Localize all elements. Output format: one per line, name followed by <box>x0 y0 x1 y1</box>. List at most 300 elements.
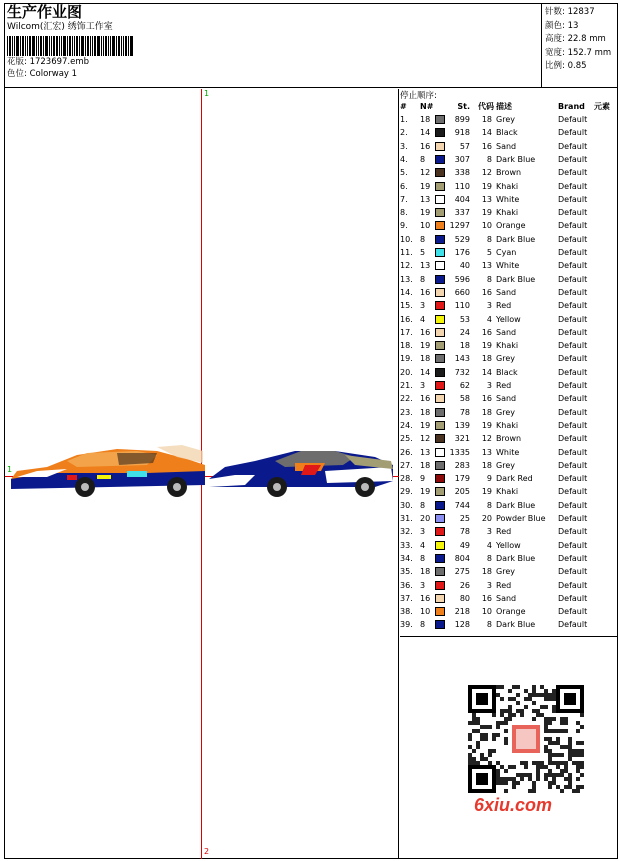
stitches-label: 针数: <box>545 7 565 17</box>
row-brand: Default <box>558 527 588 537</box>
row-code: 14 <box>481 128 492 138</box>
barcode-bar <box>29 36 31 56</box>
stop-sequence-row <box>400 206 617 219</box>
row-stitches: 529 <box>454 234 470 244</box>
row-brand: Default <box>558 567 588 577</box>
color-swatch <box>435 248 445 257</box>
stop-sequence-row <box>400 326 617 339</box>
stats-panel <box>541 4 617 88</box>
row-no: 35. <box>400 567 413 577</box>
row-brand: Default <box>558 287 588 297</box>
row-needle: 8 <box>420 154 426 164</box>
row-code: 18 <box>481 567 492 577</box>
row-color-name: Brown <box>496 168 522 178</box>
company-name: Wilcom(汇宏) 绣饰工作室 <box>7 22 113 32</box>
row-no: 38. <box>400 607 413 617</box>
row-stitches: 179 <box>454 474 470 484</box>
row-code: 18 <box>481 407 492 417</box>
color-swatch <box>435 448 445 457</box>
row-color-name: Dark Blue <box>496 620 536 630</box>
stop-sequence-row <box>400 525 617 538</box>
stop-sequence-row <box>400 366 617 379</box>
color-swatch <box>435 115 445 124</box>
row-color-name: Black <box>496 128 518 138</box>
row-no: 20. <box>400 367 413 377</box>
row-stitches: 110 <box>454 181 470 191</box>
row-no: 33. <box>400 540 413 550</box>
row-color-name: Yellow <box>496 540 521 550</box>
row-needle: 4 <box>420 314 426 324</box>
stop-sequence-row <box>400 113 617 126</box>
row-color-name: Grey <box>496 115 515 124</box>
row-stitches: 804 <box>454 553 470 563</box>
barcode-bar <box>97 36 100 56</box>
guide-marker-left: 1 <box>7 465 13 474</box>
row-brand: Default <box>558 128 588 138</box>
row-stitches: 1297 <box>449 221 470 231</box>
barcode-bar <box>61 36 62 56</box>
row-no: 39. <box>400 620 413 630</box>
color-swatch <box>435 275 445 284</box>
row-brand: Default <box>558 248 588 257</box>
row-code: 12 <box>481 434 492 444</box>
row-color-name: Black <box>496 367 518 377</box>
row-needle: 18 <box>420 567 431 577</box>
color-swatch <box>435 315 445 324</box>
row-code: 16 <box>481 287 492 297</box>
row-brand: Default <box>558 500 588 510</box>
row-code: 16 <box>481 394 492 404</box>
height-row <box>545 33 617 47</box>
barcode-bar <box>14 36 15 56</box>
row-brand: Default <box>558 407 588 417</box>
row-brand: Default <box>558 168 588 178</box>
width-label: 宽度: <box>545 47 565 58</box>
row-stitches: 338 <box>454 168 470 178</box>
barcode-bar <box>101 36 102 56</box>
barcode-bar <box>20 36 21 56</box>
row-brand: Default <box>558 607 588 617</box>
color-swatch <box>435 461 445 470</box>
row-code: 8 <box>486 620 492 630</box>
row-needle: 8 <box>420 620 426 630</box>
row-color-name: Sand <box>496 327 517 337</box>
row-needle: 5 <box>420 248 426 257</box>
row-no: 14. <box>400 287 413 297</box>
width-value: 152.7 mm <box>567 47 612 58</box>
color-swatch <box>435 288 445 297</box>
row-brand: Default <box>558 420 588 430</box>
barcode-bar <box>128 36 129 56</box>
color-swatch <box>435 381 445 390</box>
barcode-bar <box>63 36 66 56</box>
row-code: 16 <box>481 327 492 337</box>
barcode-bar <box>43 36 44 56</box>
row-no: 5. <box>400 168 408 178</box>
row-stitches: 1335 <box>449 447 470 457</box>
barcode-bar <box>105 36 107 56</box>
barcode-bar <box>53 36 55 56</box>
row-color-name: Brown <box>496 434 522 444</box>
row-code: 18 <box>481 460 492 470</box>
row-needle: 10 <box>420 607 431 617</box>
color-swatch <box>435 474 445 483</box>
site-logo: 6xiu.com <box>474 795 553 815</box>
row-needle: 16 <box>420 287 431 297</box>
barcode-bar <box>94 36 96 56</box>
row-no: 10. <box>400 234 413 244</box>
row-brand: Default <box>558 593 588 603</box>
barcode-bar <box>49 36 50 56</box>
row-stitches: 337 <box>454 208 470 218</box>
stop-sequence-row <box>400 299 617 312</box>
row-color-name: Dark Blue <box>496 234 536 244</box>
barcode-bar <box>45 36 48 56</box>
stitches-row <box>545 6 617 20</box>
row-stitches: 143 <box>454 354 470 364</box>
barcode-bar <box>27 36 28 56</box>
color-swatch <box>435 195 445 204</box>
row-no: 21. <box>400 381 413 390</box>
row-stitches: 110 <box>454 301 470 311</box>
row-stitches: 25 <box>459 514 470 523</box>
row-brand: Default <box>558 274 588 284</box>
row-no: 25. <box>400 434 413 444</box>
row-brand: Default <box>558 115 588 124</box>
row-color-name: White <box>496 261 520 271</box>
row-no: 28. <box>400 474 413 484</box>
stop-sequence-row <box>400 392 617 405</box>
row-brand: Default <box>558 487 588 497</box>
row-color-name: Red <box>496 527 512 537</box>
row-brand: Default <box>558 194 588 204</box>
row-needle: 13 <box>420 261 431 271</box>
barcode-bar <box>125 36 127 56</box>
stop-sequence-header-row <box>400 100 617 113</box>
row-needle: 3 <box>420 580 426 590</box>
barcode-bar <box>22 36 24 56</box>
row-color-name: Red <box>496 580 512 590</box>
row-no: 37. <box>400 593 413 603</box>
row-needle: 20 <box>420 514 431 523</box>
header-info <box>7 4 540 88</box>
row-needle: 19 <box>420 420 431 430</box>
row-stitches: 58 <box>459 394 470 404</box>
barcode-bar <box>103 36 104 56</box>
row-no: 2. <box>400 128 408 138</box>
row-brand: Default <box>558 620 588 630</box>
design-file-row <box>7 56 540 68</box>
row-code: 9 <box>486 474 492 484</box>
stop-sequence-row <box>400 419 617 432</box>
color-swatch <box>435 368 445 377</box>
row-code: 19 <box>481 487 492 497</box>
row-no: 1. <box>400 115 408 124</box>
row-color-name: White <box>496 194 520 204</box>
row-stitches: 78 <box>459 407 470 417</box>
page-title: 生产作业图 <box>7 3 83 21</box>
row-brand: Default <box>558 154 588 164</box>
row-color-name: Sand <box>496 394 517 404</box>
row-needle: 16 <box>420 394 431 404</box>
barcode-bar <box>121 36 122 56</box>
color-swatch <box>435 434 445 443</box>
stop-sequence-row <box>400 485 617 498</box>
stop-sequence-row <box>400 565 617 578</box>
row-needle: 12 <box>420 434 431 444</box>
color-swatch <box>435 261 445 270</box>
row-brand: Default <box>558 553 588 563</box>
color-swatch <box>435 421 445 430</box>
barcode-bar <box>110 36 111 56</box>
row-needle: 13 <box>420 194 431 204</box>
row-no: 19. <box>400 354 413 364</box>
stop-sequence-row <box>400 579 617 592</box>
row-color-name: Red <box>496 381 512 390</box>
row-needle: 3 <box>420 381 426 390</box>
row-code: 10 <box>481 607 492 617</box>
row-needle: 18 <box>420 115 431 124</box>
row-stitches: 40 <box>459 261 470 271</box>
row-code: 19 <box>481 181 492 191</box>
row-code: 8 <box>486 553 492 563</box>
row-brand: Default <box>558 460 588 470</box>
row-needle: 13 <box>420 447 431 457</box>
row-code: 20 <box>481 514 492 523</box>
row-no: 34. <box>400 553 413 563</box>
row-color-name: Dark Blue <box>496 274 536 284</box>
row-color-name: Khaki <box>496 208 519 218</box>
row-needle: 19 <box>420 208 431 218</box>
row-code: 18 <box>481 354 492 364</box>
row-needle: 16 <box>420 327 431 337</box>
production-sheet <box>4 3 618 859</box>
color-swatch <box>435 354 445 363</box>
color-swatch <box>435 235 445 244</box>
row-brand: Default <box>558 221 588 231</box>
row-no: 24. <box>400 420 413 430</box>
row-no: 15. <box>400 301 413 311</box>
colorway-value: Colorway 1 <box>29 69 78 79</box>
width-row <box>545 47 617 61</box>
row-code: 16 <box>481 593 492 603</box>
row-no: 31. <box>400 514 413 523</box>
row-code: 3 <box>486 301 492 311</box>
row-needle: 3 <box>420 301 426 311</box>
row-stitches: 26 <box>459 580 470 590</box>
barcode-bar <box>81 36 84 56</box>
row-no: 17. <box>400 327 413 337</box>
stop-sequence-row <box>400 153 617 166</box>
stop-sequence-row <box>400 446 617 459</box>
barcode-bar <box>74 36 75 56</box>
row-brand: Default <box>558 580 588 590</box>
row-code: 18 <box>481 115 492 124</box>
row-code: 8 <box>486 154 492 164</box>
row-no: 13. <box>400 274 413 284</box>
color-swatch <box>435 155 445 164</box>
colors-label: 颜色: <box>545 20 565 31</box>
row-brand: Default <box>558 514 588 523</box>
row-needle: 9 <box>420 474 426 484</box>
row-stitches: 218 <box>454 607 470 617</box>
row-color-name: Grey <box>496 407 515 417</box>
barcode-bar <box>116 36 117 56</box>
row-brand: Default <box>558 314 588 324</box>
stop-sequence-row <box>400 166 617 179</box>
design-file-label: 花版: <box>7 57 27 67</box>
barcode-bar <box>112 36 115 56</box>
barcode-bar <box>76 36 78 56</box>
barcode-bar <box>118 36 120 56</box>
col-header-desc: 描述 <box>496 102 512 111</box>
col-header-brand: Brand <box>558 102 585 111</box>
row-color-name: Dark Red <box>496 474 533 484</box>
blue-race-car-image <box>205 441 395 501</box>
stop-sequence-title: 停止顺序: <box>400 91 437 101</box>
color-swatch <box>435 168 445 177</box>
row-no: 32. <box>400 527 413 537</box>
row-stitches: 49 <box>459 540 470 550</box>
barcode-bar <box>56 36 58 56</box>
row-color-name: Sand <box>496 287 517 297</box>
row-color-name: Orange <box>496 221 526 231</box>
barcode <box>7 36 540 56</box>
row-stitches: 78 <box>459 527 470 537</box>
barcode-bar <box>16 36 19 56</box>
row-needle: 14 <box>420 128 431 138</box>
color-swatch <box>435 301 445 310</box>
row-no: 29. <box>400 487 413 497</box>
barcode-bar <box>90 36 91 56</box>
row-needle: 18 <box>420 460 431 470</box>
stop-sequence-row <box>400 379 617 392</box>
row-no: 36. <box>400 580 413 590</box>
row-stitches: 18 <box>459 341 470 351</box>
colorway-row <box>7 68 540 80</box>
row-brand: Default <box>558 234 588 244</box>
row-code: 13 <box>481 194 492 204</box>
row-code: 5 <box>486 248 492 257</box>
row-color-name: Khaki <box>496 341 519 351</box>
row-color-name: White <box>496 447 520 457</box>
row-color-name: Dark Blue <box>496 500 536 510</box>
qr-code-image <box>468 685 584 793</box>
row-stitches: 321 <box>454 434 470 444</box>
row-stitches: 404 <box>454 194 470 204</box>
row-needle: 4 <box>420 540 426 550</box>
row-no: 8. <box>400 208 408 218</box>
row-needle: 18 <box>420 407 431 417</box>
stop-sequence-row <box>400 618 617 631</box>
color-swatch <box>435 128 445 137</box>
scale-row <box>545 60 617 74</box>
row-code: 10 <box>481 221 492 231</box>
row-color-name: Cyan <box>496 248 517 257</box>
color-swatch <box>435 408 445 417</box>
barcode-bar <box>79 36 80 56</box>
color-swatch <box>435 341 445 350</box>
row-stitches: 139 <box>454 420 470 430</box>
stop-sequence-row <box>400 339 617 352</box>
row-stitches: 80 <box>459 593 470 603</box>
row-color-name: Powder Blue <box>496 514 546 523</box>
row-brand: Default <box>558 447 588 457</box>
color-swatch <box>435 501 445 510</box>
row-stitches: 205 <box>454 487 470 497</box>
col-header-needle: N# <box>420 102 434 111</box>
barcode-bar <box>25 36 26 56</box>
height-value: 22.8 mm <box>567 34 606 44</box>
row-stitches: 596 <box>454 274 470 284</box>
row-brand: Default <box>558 327 588 337</box>
color-swatch <box>435 514 445 523</box>
col-header-element: 元素 <box>594 102 610 111</box>
barcode-bar <box>69 36 71 56</box>
stop-sequence-row <box>400 459 617 472</box>
row-stitches: 732 <box>454 367 470 377</box>
stop-sequence-row <box>400 126 617 139</box>
stop-sequence-row <box>400 539 617 552</box>
barcode-bar <box>72 36 73 56</box>
row-color-name: Grey <box>496 567 515 577</box>
barcode-bar <box>9 36 11 56</box>
row-brand: Default <box>558 381 588 390</box>
row-stitches: 128 <box>454 620 470 630</box>
row-no: 16. <box>400 314 413 324</box>
row-needle: 3 <box>420 527 426 537</box>
stop-sequence-row <box>400 246 617 259</box>
row-code: 13 <box>481 261 492 271</box>
color-swatch <box>435 594 445 603</box>
color-swatch <box>435 567 445 576</box>
row-no: 30. <box>400 500 413 510</box>
orange-race-car-image <box>7 441 207 501</box>
scale-label: 比例: <box>545 61 565 71</box>
row-stitches: 744 <box>454 500 470 510</box>
row-code: 4 <box>486 314 492 324</box>
design-file-value: 1723697.emb <box>29 57 90 67</box>
colors-row <box>545 20 617 34</box>
barcode-bar <box>51 36 52 56</box>
row-needle: 8 <box>420 274 426 284</box>
row-color-name: Grey <box>496 354 515 364</box>
col-header-no: # <box>400 102 407 111</box>
barcode-bar <box>40 36 42 56</box>
scale-value: 0.85 <box>567 61 587 71</box>
row-brand: Default <box>558 394 588 404</box>
row-stitches: 918 <box>454 128 470 138</box>
row-color-name: Khaki <box>496 487 519 497</box>
row-needle: 19 <box>420 487 431 497</box>
row-no: 22. <box>400 394 413 404</box>
row-no: 7. <box>400 194 408 204</box>
stop-sequence-row <box>400 512 617 525</box>
row-stitches: 176 <box>454 248 470 257</box>
height-label: 高度: <box>545 34 565 44</box>
stop-sequence-row <box>400 180 617 193</box>
guide-marker-bottom: 2 <box>204 847 210 856</box>
row-brand: Default <box>558 474 588 484</box>
row-color-name: Orange <box>496 607 526 617</box>
stop-sequence-list <box>400 89 617 635</box>
row-needle: 8 <box>420 553 426 563</box>
color-swatch <box>435 527 445 536</box>
row-needle: 19 <box>420 181 431 191</box>
row-no: 3. <box>400 141 408 151</box>
stop-sequence-row <box>400 499 617 512</box>
row-code: 19 <box>481 208 492 218</box>
